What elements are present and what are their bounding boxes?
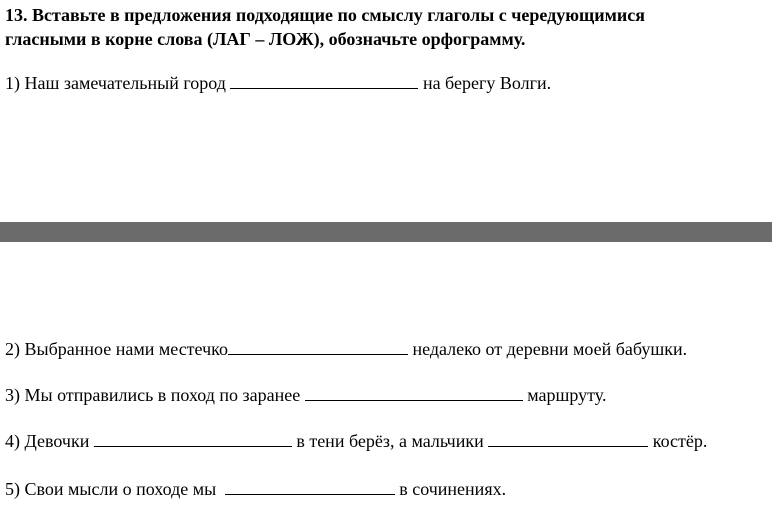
sentence-1-after: на берегу Волги. bbox=[422, 73, 552, 93]
answer-blank-2[interactable] bbox=[228, 338, 408, 355]
answer-blank-3[interactable] bbox=[305, 384, 523, 401]
sentence-2-before: 2) Выбранное нами местечко bbox=[5, 339, 228, 359]
sentence-2 bbox=[5, 338, 687, 360]
sentence-4-after: костёр. bbox=[652, 431, 708, 451]
page-divider bbox=[0, 222, 772, 242]
sentence-1-before: 1) Наш замечательный город bbox=[5, 73, 226, 93]
task-title-line-1: 13. Вставьте в предложения подходящие по смыслу глаголы с чередующимися bbox=[5, 5, 645, 25]
sentence-5-after: в сочинениях. bbox=[399, 479, 507, 499]
sentence-3-before: 3) Мы отправились в поход по заранее bbox=[5, 385, 301, 405]
answer-blank-4b[interactable] bbox=[488, 430, 648, 447]
sentence-3 bbox=[5, 384, 606, 406]
task-title bbox=[5, 3, 765, 51]
sentence-5-before: 5) Свои мысли о походе мы bbox=[5, 479, 217, 499]
answer-blank-5[interactable] bbox=[225, 478, 395, 495]
sentence-2-after: недалеко от деревни моей бабушки. bbox=[412, 339, 688, 359]
sentence-4 bbox=[5, 430, 707, 452]
task-title-line-2: гласными в корне слова (ЛАГ – ЛОЖ), обозначьте орфограмму. bbox=[5, 29, 526, 49]
sentence-1 bbox=[5, 72, 551, 94]
sentence-4-before: 4) Девочки bbox=[5, 431, 90, 451]
answer-blank-1[interactable] bbox=[230, 72, 418, 89]
sentence-5 bbox=[5, 478, 506, 500]
sentence-3-after: маршруту. bbox=[527, 385, 607, 405]
sentence-4-middle: в тени берёз, а мальчики bbox=[296, 431, 484, 451]
answer-blank-4a[interactable] bbox=[94, 430, 292, 447]
